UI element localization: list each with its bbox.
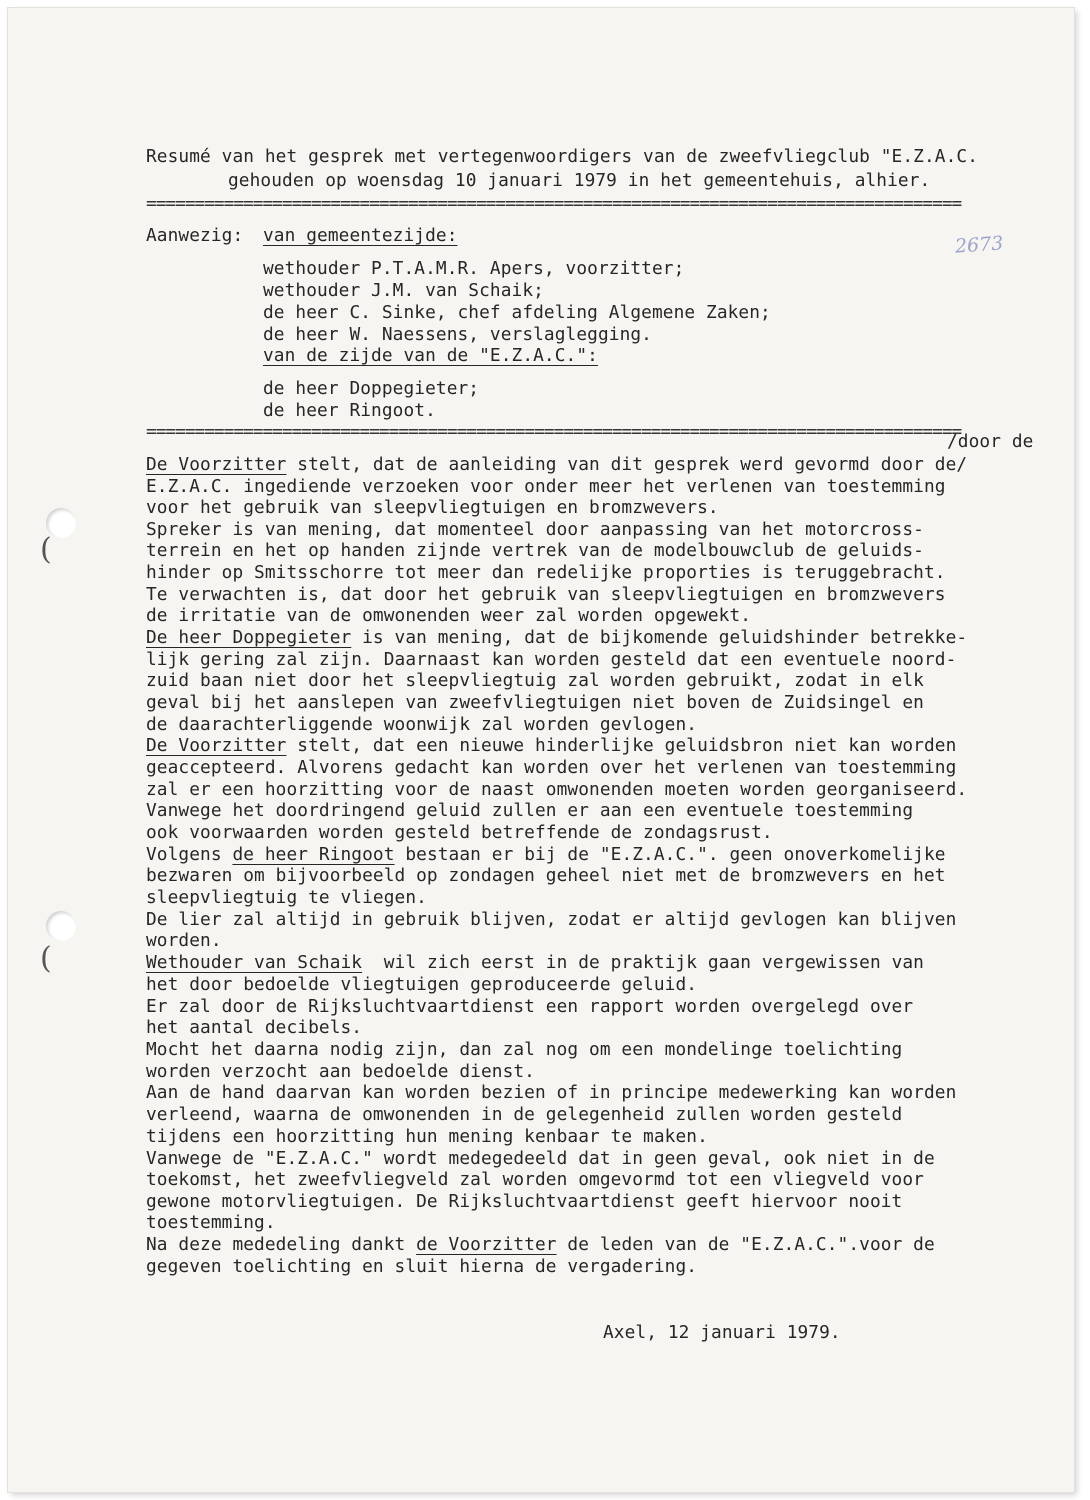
- body-line: [146, 735, 956, 756]
- body-line: E.Z.A.C. ingediende verzoeken voor onder meer het verlenen van toestemming: [146, 476, 946, 497]
- body-line: voor het gebruik van sleepvliegtuigen en bromzwevers.: [146, 497, 719, 518]
- body-line: ook voorwaarden worden gesteld betreffende de zondagsrust.: [146, 822, 773, 843]
- body-line: [146, 627, 967, 648]
- handwritten-number: 2673: [954, 232, 1005, 258]
- attendee-item: de heer W. Naessens, verslaglegging.: [263, 324, 652, 345]
- binder-mark: (: [40, 532, 52, 567]
- body-line: de daarachterliggende woonwijk zal worden gevlogen.: [146, 714, 698, 735]
- body-line: [146, 1234, 935, 1255]
- speaker-name: de heer Ringoot: [232, 844, 395, 865]
- body-line: [146, 454, 967, 475]
- body-text: Na deze mededeling dankt: [146, 1234, 417, 1255]
- body-text: bestaan er bij de "E.Z.A.C.". geen onoverkomelijke: [394, 844, 946, 865]
- body-line: Vanwege de "E.Z.A.C." wordt medegedeeld dat in geen geval, ook niet in de: [146, 1148, 935, 1169]
- body-line: toestemming.: [146, 1212, 276, 1233]
- body-text: is van mening, dat de bijkomende geluidshinder betrekke-: [351, 627, 968, 648]
- attendee-item: wethouder P.T.A.M.R. Apers, voorzitter;: [263, 258, 685, 279]
- speaker-name: De Voorzitter: [146, 454, 287, 475]
- binder-mark: (: [40, 941, 52, 976]
- body-line: Aan de hand daarvan kan worden bezien of in principe medewerking kan worden: [146, 1082, 957, 1103]
- attendee-item: de heer C. Sinke, chef afdeling Algemene Zaken;: [263, 302, 771, 323]
- body-text: wil zich eerst in de praktijk gaan vergewissen van: [362, 952, 924, 973]
- body-line: toekomst, het zweefvliegveld zal worden omgevormd tot een vliegveld voor: [146, 1169, 924, 1190]
- body-line: De lier zal altijd in gebruik blijven, zodat er altijd gevlogen kan blijven: [146, 909, 957, 930]
- body-line: verleend, waarna de omwonenden in de gelegenheid zullen worden gesteld: [146, 1104, 903, 1125]
- body-text: stelt, dat een nieuwe hinderlijke geluidsbron niet kan worden: [286, 735, 957, 756]
- body-line: zal er een hoorzitting voor de naast omwonenden moeten worden georganiseerd.: [146, 779, 968, 800]
- body-line: terrein en het op handen zijnde vertrek van de modelbouwclub de geluids-: [146, 540, 924, 561]
- body-line: gegeven toelichting en sluit hierna de vergadering.: [146, 1256, 698, 1277]
- body-line: Er zal door de Rijksluchtvaartdienst een rapport worden overgelegd over: [146, 996, 914, 1017]
- body-text: de leden van de "E.Z.A.C.".voor de: [556, 1234, 935, 1255]
- body-line: Mocht het daarna nodig zijn, dan zal nog om een mondelinge toelichting: [146, 1039, 903, 1060]
- margin-note: /door de: [947, 431, 1034, 452]
- body-line: zuid baan niet door het sleepvliegtuig zal worden gebruikt, zodat in elk: [146, 670, 924, 691]
- body-line: lijk gering zal zijn. Daarnaast kan worden gesteld dat een eventuele noord-: [146, 649, 957, 670]
- body-line: worden.: [146, 930, 222, 951]
- body-line: [146, 952, 924, 973]
- speaker-name: de Voorzitter: [416, 1234, 557, 1255]
- attendee-item: de heer Ringoot.: [263, 400, 436, 421]
- attendee-item: de heer Doppegieter;: [263, 378, 480, 399]
- body-line: [146, 844, 946, 865]
- body-line: het aantal decibels.: [146, 1017, 363, 1038]
- attendee-item: wethouder J.M. van Schaik;: [263, 280, 544, 301]
- body-line: het door bedoelde vliegtuigen geproduceerde geluid.: [146, 974, 698, 995]
- body-line: gewone motorvliegtuigen. De Rijksluchtvaartdienst geeft hiervoor nooit: [146, 1191, 903, 1212]
- body-line: de irritatie van de omwonenden weer zal worden opgewekt.: [146, 605, 752, 626]
- body-line: sleepvliegtuig te vliegen.: [146, 887, 427, 908]
- body-line: bezwaren om bijvoorbeeld op zondagen geheel niet met de bromzwevers en het: [146, 865, 946, 886]
- body-text: Volgens: [146, 844, 233, 865]
- body-line: Spreker is van mening, dat momenteel door aanpassing van het motorcross-: [146, 519, 924, 540]
- body-line: tijdens een hoorzitting hun mening kenbaar te maken.: [146, 1126, 708, 1147]
- body-text: stelt, dat de aanleiding van dit gesprek werd gevormd door de/: [286, 454, 968, 475]
- separator-line: ====================================================================================: [146, 195, 962, 213]
- body-line: Te verwachten is, dat door het gebruik van sleepvliegtuigen en bromzwevers: [146, 584, 946, 605]
- speaker-name: De Voorzitter: [146, 735, 287, 756]
- body-line: Vanwege het doordringend geluid zullen er aan een eventuele toestemming: [146, 800, 914, 821]
- place-date: Axel, 12 januari 1979.: [603, 1322, 841, 1343]
- body-line: geval bij het aanslepen van zweefvliegtuigen niet boven de Zuidsingel en: [146, 692, 924, 713]
- attendees-label: Aanwezig:: [146, 225, 244, 246]
- municipality-heading: van gemeentezijde:: [263, 225, 458, 246]
- punch-hole: [46, 911, 76, 941]
- body-line: worden verzocht aan bedoelde dienst.: [146, 1061, 535, 1082]
- club-heading: van de zijde van de "E.Z.A.C.":: [263, 345, 598, 366]
- separator-line: ====================================================================================: [146, 423, 962, 441]
- speaker-name: Wethouder van Schaik: [146, 952, 363, 973]
- speaker-name: De heer Doppegieter: [146, 627, 352, 648]
- title-line-1: Resumé van het gesprek met vertegenwoordigers van de zweefvliegclub "E.Z.A.C.: [146, 146, 979, 167]
- title-line-2: gehouden op woensdag 10 januari 1979 in het gemeentehuis, alhier.: [228, 170, 931, 191]
- body-line: geaccepteerd. Alvorens gedacht kan worden over het verlenen van toestemming: [146, 757, 957, 778]
- body-line: hinder op Smitsschorre tot meer dan redelijke proporties is teruggebracht.: [146, 562, 946, 583]
